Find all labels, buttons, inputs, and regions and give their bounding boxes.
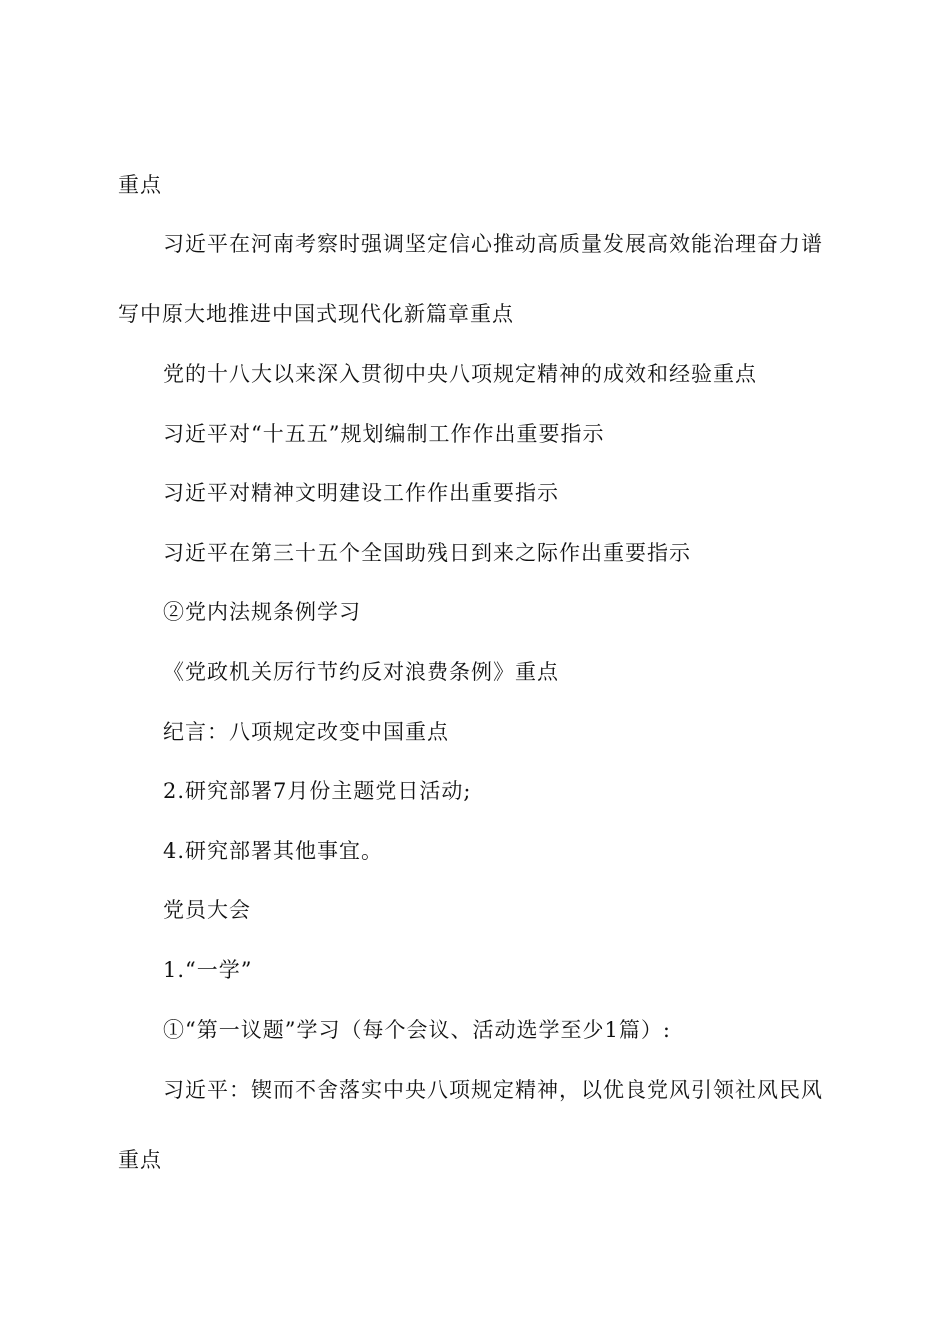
text-line: 写中原大地推进中国式现代化新篇章重点 — [118, 302, 514, 326]
text-line: 4.研究部署其他事宜。 — [163, 839, 384, 863]
text-line: 习近平在第三十五个全国助残日到来之际作出重要指示 — [163, 541, 691, 565]
text-line: 2.研究部署7月份主题党日活动; — [163, 779, 472, 803]
text-line: 习近平：锲而不舍落实中央八项规定精神，以优良党风引领社风民风 — [163, 1078, 823, 1102]
text-line: 纪言：八项规定改变中国重点 — [163, 720, 449, 744]
text-line: 1.“一学” — [163, 958, 253, 982]
text-line: 《党政机关厉行节约反对浪费条例》重点 — [163, 660, 559, 684]
text-line: 党的十八大以来深入贯彻中央八项规定精神的成效和经验重点 — [163, 362, 757, 386]
text-line: 习近平对精神文明建设工作作出重要指示 — [163, 481, 559, 505]
text-line: 重点 — [118, 1148, 162, 1172]
text-line: ①“第一议题”学习（每个会议、活动选学至少1篇）: — [163, 1018, 671, 1042]
text-line: 重点 — [118, 173, 162, 197]
text-line: 习近平在河南考察时强调坚定信心推动高质量发展高效能治理奋力谱 — [163, 232, 823, 256]
text-line: 习近平对“十五五”规划编制工作作出重要指示 — [163, 422, 605, 446]
text-line: ②党内法规条例学习 — [163, 600, 361, 624]
text-line: 党员大会 — [163, 898, 251, 922]
